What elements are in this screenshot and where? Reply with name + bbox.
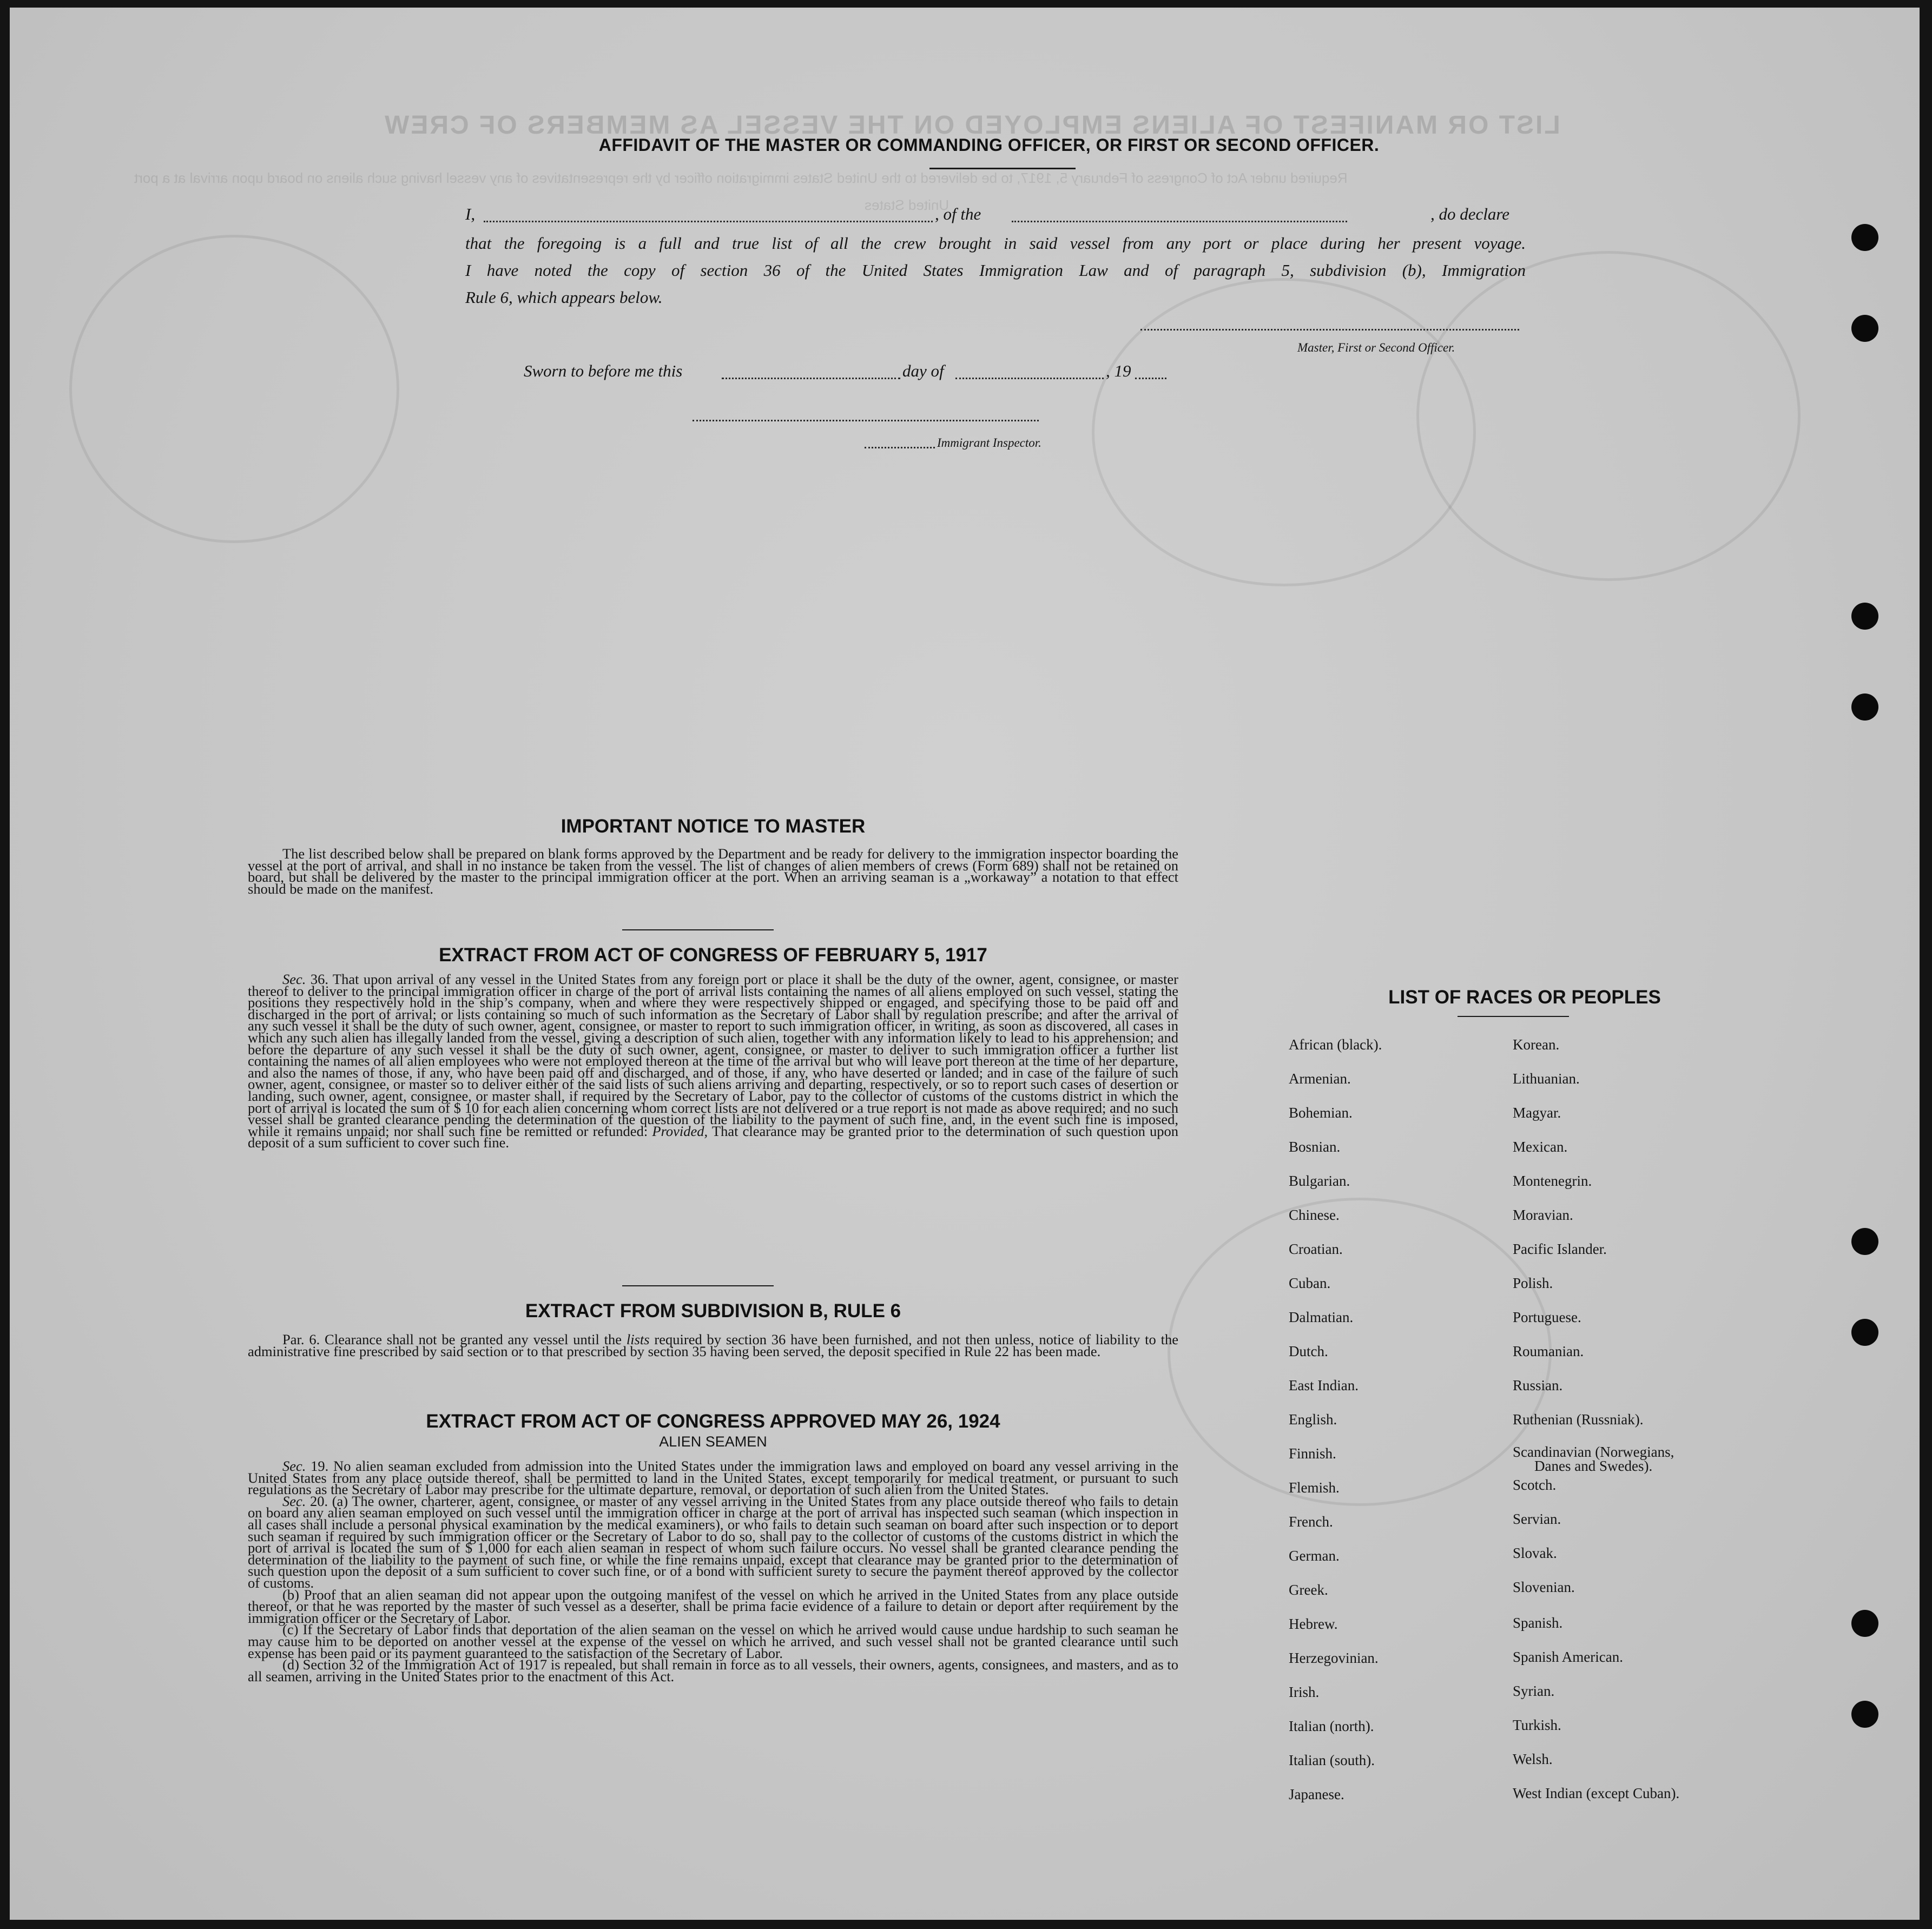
- bleed-through-united-states: United States: [865, 197, 949, 213]
- race-item: Montenegrin.: [1513, 1173, 1592, 1189]
- inspector-label: Immigrant Inspector.: [937, 436, 1041, 450]
- race-item: Magyar.: [1513, 1105, 1561, 1121]
- year-label: , 19: [1106, 361, 1131, 380]
- heading-rule: [1458, 1016, 1569, 1017]
- race-item: Japanese.: [1289, 1786, 1344, 1802]
- race-item: Greek.: [1289, 1582, 1328, 1598]
- race-item: Bulgarian.: [1289, 1173, 1350, 1189]
- rule6-text-a: Par. 6. Clearance shall not be granted any vessel until the: [282, 1331, 627, 1347]
- bleed-through-title: LIST OR MANIFEST OF ALIENS EMPLOYED ON THE VESSEL AS MEMBERS OF CREW: [383, 111, 1560, 140]
- sec-36-text-a: 36. That upon arrival of any vessel in the United States from any foreign port or place it shall be the duty of the owner, agent, consignee, or master thereof to deliver to the principal immigration officer in charge of the port of arrival lists containing the names of all aliens employed on such vessel, stating the positions they respectively hold in the ship’s company, when and where they were respectively shipped or engaged, and specifying those to be paid off and discharged in the port of arrival; or lists containing so much of such information as the Secretary of Labor shall by regulation prescribe; and after the arrival of any such vessel it shall be the duty of such owner, agent, consignee, or master to report to such immigration officer, in writing, as soon as discovered, all cases in which any such alien has illegally landed from the vessel, giving a description of such alien, together with any information likely to lead to his apprehension; and before the departure of any such vessel it shall be the duty of such owner, agent, consignee, or master to deliver to such immigration officer a further list containing the names of all alien employees who were not employed thereon at the time of the arrival but who will leave port thereon at the time of her departure, and also the names of those, if any, who have been paid off and discharged, and of those, if any, who have deserted or landed; and in case of the failure of such owner, agent, consignee, or master so to deliver either of the said lists of such aliens arriving and departing, respectively, or so to report such cases of desertion or landing, such owner, agent, consignee, or master shall, if required by the Secretary of Labor, pay to the collector of customs of the customs district in which the port of arrival is located the sum of $ 10 for each alien concerning whom correct lists are not delivered or a true report is not made as above required; and no such vessel shall be granted clearance pending the determination of the question of the liability to the payment of such fine, and, in the event such fine is imposed, while it remains unpaid; nor shall such fine be remitted or refunded:: [248, 971, 1178, 1139]
- race-item: Moravian.: [1513, 1207, 1573, 1223]
- binder-hole: [1851, 1610, 1878, 1637]
- race-item: Lithuanian.: [1513, 1071, 1580, 1087]
- race-item: German.: [1289, 1548, 1340, 1564]
- race-item: English.: [1289, 1411, 1337, 1428]
- race-item: Chinese.: [1289, 1207, 1340, 1223]
- declaration-line: [465, 204, 1526, 226]
- extract-1917-text: [248, 971, 1179, 1151]
- sec-20a-text: 20. (a) The owner, charterer, agent, consignee, or master of any vessel arriving in the United States from any place outside thereof who fails to detain on board any alien seaman employed on such vessel until the immigration officer in charge at the port of arrival has inspected such seaman (which inspection in all cases shall include a personal physical examination by the medical examiners), or who fails to detain such seaman on board after such inspection or to deport such seaman if required by such immigration officer or the Secretary of Labor to do so, shall pay to the collector of customs of the customs district in which the port of arrival is located the sum of $ 1,000 for each alien seaman in respect of whom such failure occurs. No vessel shall be granted clearance pending the determination of the liability to the payment of such fine, or while the fine remains unpaid, except that clearance may be granted prior to the determination of such question upon the deposit of a sum sufficient to cover such fine, or of a bond with sufficient surety to secure the payment thereof approved by the collector of customs.: [248, 1492, 1178, 1591]
- race-item: Pacific Islander.: [1513, 1241, 1607, 1257]
- section-20d-paragraph: (d) Section 32 of the Immigration Act of 1917 is repealed, but shall remain in force as to all vessels, their owners, agents, consignees, and masters, and as to all seamen, arriving in the United States prior to the enactment of this Act.: [248, 1656, 1178, 1684]
- race-item: Danes and Swedes).: [1534, 1458, 1653, 1474]
- sworn-line: [524, 361, 1227, 383]
- name-field[interactable]: [484, 221, 933, 222]
- affidavit-line-3: Rule 6, which appears below.: [465, 288, 663, 307]
- notice-text: [248, 845, 1178, 897]
- section-20c-paragraph: (c) If the Secretary of Labor finds that deportation of the alien seaman on the vessel on which he arrived would cause undue hardship to such seaman he may cause him to be deported on another vessel at the expense of the vessel on which he arrived, and such vessel shall not be granted clearance until such expense has been paid or its payment guaranteed to the satisfaction of the Secretary of Labor.: [248, 1621, 1178, 1661]
- race-item: African (black).: [1289, 1036, 1382, 1053]
- sec-label: Sec.: [282, 1492, 306, 1509]
- provided-label: Provided,: [652, 1122, 708, 1139]
- vessel-field[interactable]: [1012, 221, 1347, 222]
- sworn-month-field[interactable]: [955, 378, 1104, 379]
- races-heading: LIST OF RACES OR PEOPLES: [1388, 987, 1661, 1008]
- binder-hole: [1851, 224, 1878, 251]
- bleed-through-subtitle: Required under Act of Congress of February 5, 1917, to be delivered to the United States immigration officer by the representatives of any vessel having such aliens on board upon arrival at a port: [134, 170, 1348, 186]
- race-item: Italian (north).: [1289, 1718, 1374, 1734]
- race-item: Finnish.: [1289, 1445, 1336, 1462]
- sec-19-text: 19. No alien seaman excluded from admission into the United States under the immigration laws and employed on board any vessel arriving in the United States from any place outside thereof, shall be permitted to land in the United States, except temporarily for medical treatment, or pursuant to such regulations as the Secretary of Labor may prescribe for the ultimate departure, removal, or deportation of such alien from the United States.: [248, 1458, 1178, 1498]
- extract-1924-heading: EXTRACT FROM ACT OF CONGRESS APPROVED MAY 26, 1924: [426, 1411, 1000, 1432]
- bleed-through-stamp: [1416, 251, 1801, 581]
- rule6-text-b: required by section 36 have been furnished, and not then unless, notice of liability to the administrative fine prescribed by said section or to that prescribed by section 35 having been served, the deposit specified in Rule 22 has been made.: [248, 1331, 1178, 1359]
- race-item: Herzegovinian.: [1289, 1650, 1379, 1666]
- binder-hole: [1851, 1319, 1878, 1346]
- race-item: East Indian.: [1289, 1377, 1359, 1393]
- race-item: Dutch.: [1289, 1343, 1328, 1359]
- race-item: Spanish.: [1513, 1615, 1563, 1631]
- sec-label: Sec.: [282, 1458, 306, 1474]
- of-the-label: , of the: [935, 204, 981, 223]
- race-item: Italian (south).: [1289, 1752, 1375, 1768]
- sec-36-text-b: That clearance may be granted prior to the determination of such question upon deposit of a sum sufficient to cover such fine.: [248, 1122, 1179, 1151]
- race-item: Slovak.: [1513, 1545, 1557, 1561]
- races-right-column: [1513, 1038, 1762, 1838]
- section-rule: [622, 929, 774, 930]
- extract-1924-text: [248, 1458, 1178, 1684]
- section-20a-paragraph: [248, 1492, 1178, 1591]
- notice-heading: IMPORTANT NOTICE TO MASTER: [561, 816, 866, 837]
- binder-hole: [1851, 315, 1878, 342]
- race-item: Polish.: [1513, 1275, 1553, 1291]
- sworn-label: Sworn to before me this: [524, 361, 683, 380]
- race-item: French.: [1289, 1514, 1333, 1530]
- race-item: Syrian.: [1513, 1683, 1555, 1699]
- binder-hole: [1851, 603, 1878, 630]
- race-item: Hebrew.: [1289, 1616, 1338, 1632]
- section-19-paragraph: [248, 1458, 1178, 1498]
- i-label: I,: [465, 204, 476, 223]
- day-of-label: day of: [902, 361, 944, 380]
- race-item: Mexican.: [1513, 1139, 1568, 1155]
- race-item: Dalmatian.: [1289, 1309, 1354, 1325]
- race-item: Flemish.: [1289, 1479, 1340, 1496]
- race-item: Irish.: [1289, 1684, 1320, 1700]
- race-item: Bohemian.: [1289, 1105, 1353, 1121]
- race-item: Scotch.: [1513, 1477, 1557, 1493]
- section-rule: [622, 1285, 774, 1286]
- binder-hole: [1851, 1228, 1878, 1255]
- heading-rule: [929, 168, 1076, 169]
- race-item: Roumanian.: [1513, 1343, 1584, 1359]
- inspector-signature-field[interactable]: [693, 420, 1039, 421]
- race-item: Bosnian.: [1289, 1139, 1341, 1155]
- notice-paragraph: The list described below shall be prepared on blank forms approved by the Department and be ready for delivery to the immigration inspector boarding the vessel at the port of arrival, and shall in no instance be taken from the vessel. The list of changes of alien members of crews (Form 689) shall not be retained on board, but shall be delivered by the master to the principal immigration officer at the port. When an arriving seaman is a „workaway” a notation to that effect should be made on the manifest.: [248, 845, 1178, 897]
- race-item: Cuban.: [1289, 1275, 1331, 1291]
- master-label: Master, First or Second Officer.: [1297, 341, 1455, 354]
- race-item: Scandinavian (Norwegians,: [1513, 1444, 1674, 1460]
- inspector-dotted-lead: [865, 447, 935, 448]
- race-item: Servian.: [1513, 1511, 1561, 1527]
- races-left-column: [1289, 1038, 1494, 1838]
- do-declare-label: , do declare: [1430, 204, 1510, 223]
- race-item: West Indian (except Cuban).: [1513, 1785, 1680, 1801]
- section-20b-paragraph: (b) Proof that an alien seaman did not appear upon the outgoing manifest of the vessel on which he arrived in the United States from any place outside thereof, or that he was reported by the master of such vessel as a deserter, shall be prima facie evidence of a failure to detain or deport after requirement by the immigration officer or the Secretary of Labor.: [248, 1586, 1178, 1626]
- race-item: Armenian.: [1289, 1071, 1351, 1087]
- bleed-through-stamp: [69, 235, 399, 543]
- affidavit-line-2: I have noted the copy of section 36 of the United States Immigration Law and of paragraph 5, subdivision (b), Immigration: [465, 261, 1526, 280]
- race-item: Croatian.: [1289, 1241, 1343, 1257]
- binder-hole: [1851, 1701, 1878, 1728]
- extract-rule6-heading: EXTRACT FROM SUBDIVISION B, RULE 6: [525, 1300, 901, 1322]
- extract-rule6-text: [248, 1331, 1178, 1359]
- affidavit-heading: AFFIDAVIT OF THE MASTER OR COMMANDING OFFICER, OR FIRST OR SECOND OFFICER.: [598, 135, 1380, 155]
- race-item: Russian.: [1513, 1377, 1563, 1393]
- sec-label: Sec.: [282, 971, 306, 987]
- race-item: Turkish.: [1513, 1717, 1561, 1733]
- rule6-paragraph: [248, 1331, 1178, 1359]
- race-item: Slovenian.: [1513, 1579, 1575, 1595]
- race-item: Spanish American.: [1513, 1649, 1623, 1665]
- section-36-paragraph: [248, 971, 1179, 1151]
- extract-1917-heading: EXTRACT FROM ACT OF CONGRESS OF FEBRUARY 5, 1917: [439, 944, 987, 966]
- sworn-day-field[interactable]: [722, 378, 900, 379]
- race-item: Korean.: [1513, 1036, 1560, 1053]
- lists-word: lists: [626, 1331, 650, 1347]
- sworn-year-field[interactable]: [1135, 378, 1166, 379]
- alien-seamen-subheading: ALIEN SEAMEN: [659, 1433, 767, 1450]
- race-item: Welsh.: [1513, 1751, 1553, 1767]
- race-item: Ruthenian (Russniak).: [1513, 1411, 1644, 1428]
- affidavit-line-1: that the foregoing is a full and true list of all the crew brought in said vessel from any port or place during her present voyage.: [465, 234, 1526, 253]
- binder-hole: [1851, 693, 1878, 721]
- race-item: Portuguese.: [1513, 1309, 1581, 1325]
- master-signature-field[interactable]: [1140, 329, 1519, 331]
- manifest-back-page: [10, 8, 1920, 1920]
